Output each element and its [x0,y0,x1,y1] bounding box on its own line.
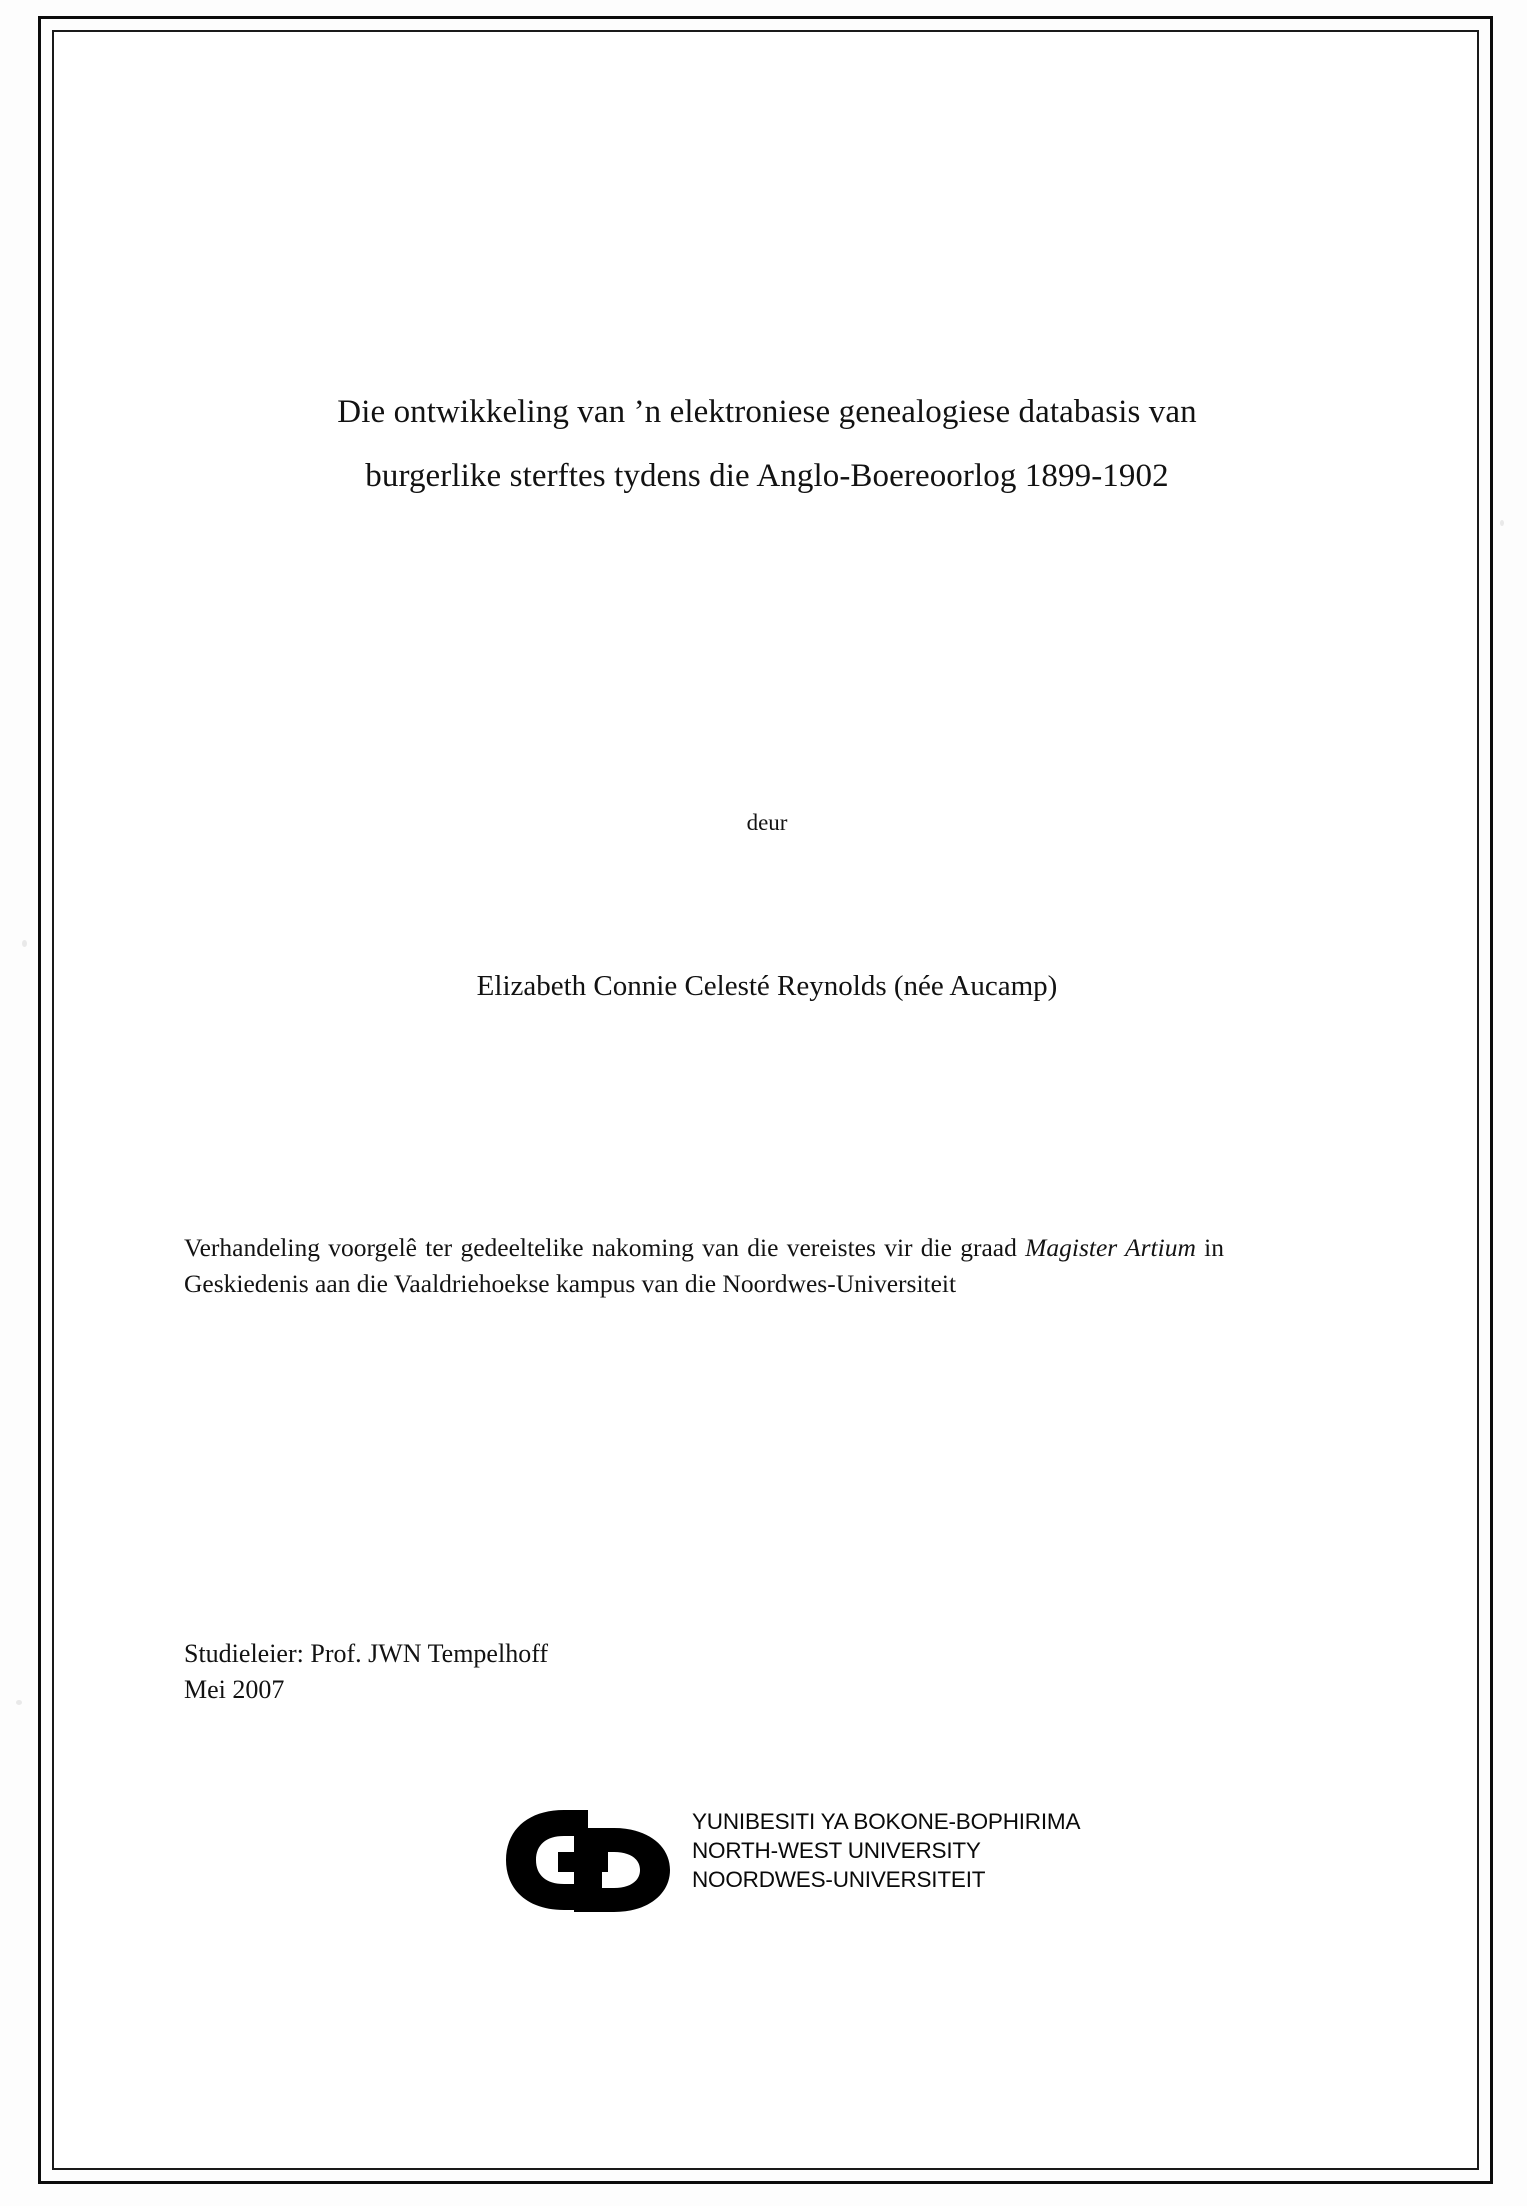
supervisor-block [184,1636,1084,1708]
university-logo-text [692,1808,1080,1894]
logo-line-3: NOORDWES-UNIVERSITEIT [692,1866,986,1892]
north-west-university-logo-icon [502,1806,677,1916]
page-title [182,380,1352,509]
degree-statement-part2: in Geskiedenis aan die Vaaldriehoekse kampus van die Noordwes-Universiteit [184,1233,1224,1299]
supervisor-line: Studieleier: Prof. JWN Tempelhoff [184,1639,549,1668]
degree-statement [184,1230,1224,1302]
scan-speckle [16,1700,22,1705]
logo-line-2: NORTH-WEST UNIVERSITY [692,1837,981,1863]
logo-line-1: YUNIBESITI YA BOKONE-BOPHIRIMA [692,1809,1081,1834]
title-line-2: burgerlike sterftes tydens die Anglo-Boereoorlog 1899-1902 [365,458,1169,495]
degree-emphasis: Magister Artium [1025,1233,1196,1262]
scan-speckle [22,940,27,947]
university-logo-area [452,1800,1152,1930]
author-name: Elizabeth Connie Celesté Reynolds (née Aucamp) [476,970,1058,1002]
title-page-content [52,30,1479,2170]
degree-statement-part1: Verhandeling voorgelê ter gedeeltelike nakoming van die vereistes vir die graad [184,1233,1026,1262]
date-line: Mei 2007 [184,1674,285,1704]
title-line-1: Die ontwikkeling van ’n elektroniese genealogiese databasis van [337,394,1197,430]
scan-speckle [1500,520,1504,526]
by-label: deur [746,810,788,835]
